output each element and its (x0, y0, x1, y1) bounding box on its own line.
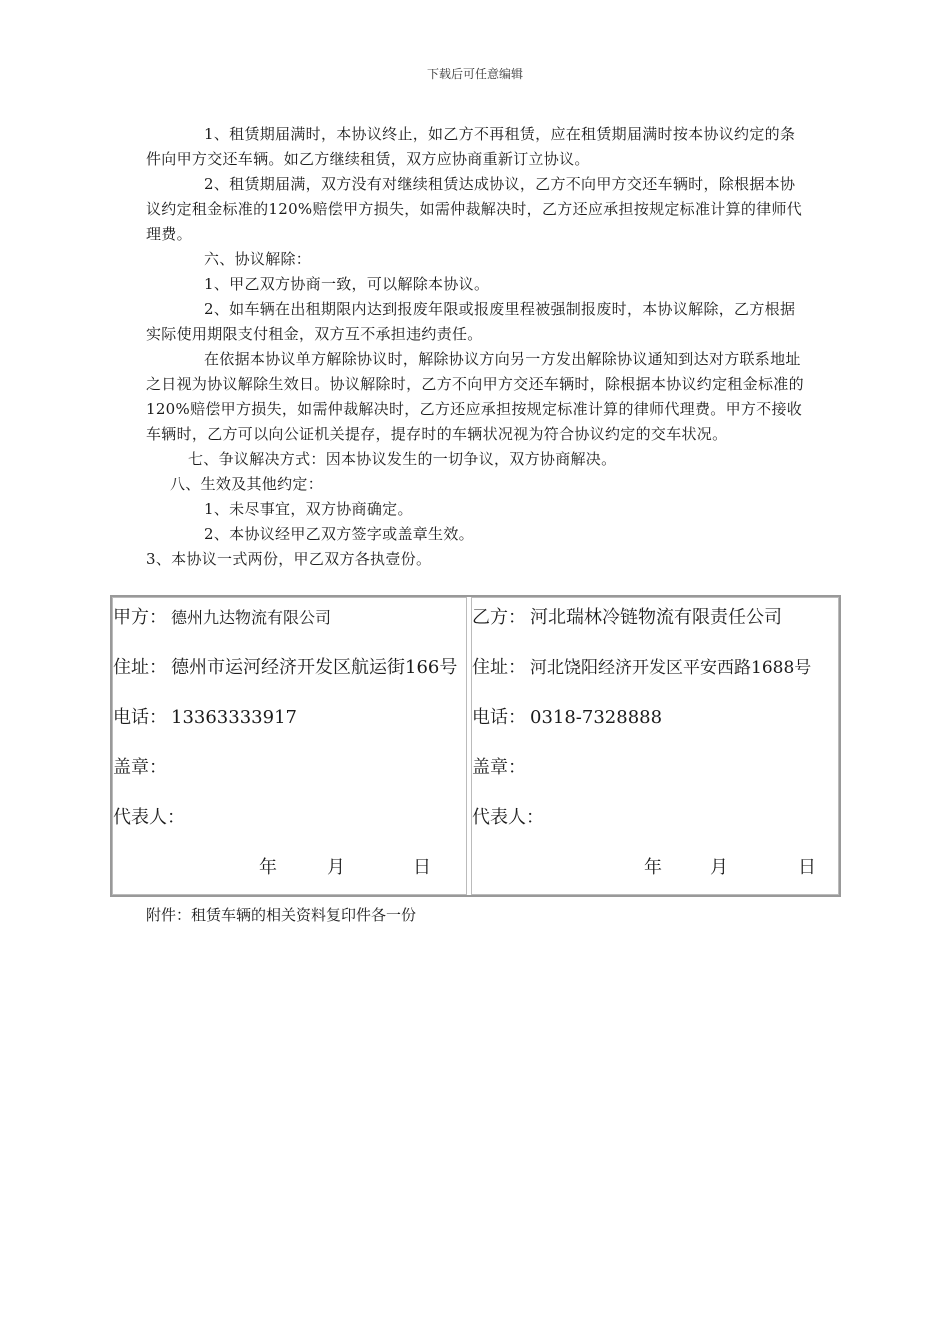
section-7: 七、争议解决方式：因本协议发生的一切争议，双方协商解决。 (188, 450, 617, 468)
party-a-year: 年 (259, 857, 277, 878)
party-b-seal-label: 盖章： (472, 757, 526, 778)
party-a-name: 德州九达物流有限公司 (171, 608, 332, 627)
clause-5-1: 1、租赁期届满时，本协议终止，如乙方不再租赁，应在租赁期届满时按本协议约定的条件向甲方交还车辆。如乙方继续租赁，双方应协商重新订立协议。 (146, 125, 796, 168)
clause-5-2: 2、租赁期届满，双方没有对继续租赁达成协议，乙方不向甲方交还车辆时，除根据本协议约定租金标准的120%赔偿甲方损失，如需仲裁解决时，乙方还应承担按规定标准计算的律师代理费。 (146, 175, 803, 243)
party-a-rep-label: 代表人： (113, 807, 185, 828)
section-8-heading: 八、生效及其他约定： (170, 475, 324, 493)
party-b-name: 河北瑞林冷链物流有限责任公司 (530, 607, 782, 628)
party-a-phone-label: 电话： (113, 707, 167, 728)
clause-6-2: 2、如车辆在出租期限内达到报废年限或报废里程被强制报废时，本协议解除，乙方根据实际使用期限支付租金，双方互不承担违约责任。 (146, 300, 796, 343)
signature-table (110, 595, 841, 897)
party-b-year: 年 (644, 857, 662, 878)
party-a-day: 日 (413, 857, 431, 878)
clause-8-3: 3、本协议一式两份，甲乙双方各执壹份。 (146, 550, 432, 568)
party-b-rep-label: 代表人： (472, 807, 544, 828)
party-b-day: 日 (798, 857, 816, 878)
party-b-phone-label: 电话： (472, 707, 526, 728)
party-b-cell (471, 597, 839, 895)
clause-8-1: 1、未尽事宜，双方协商确定。 (204, 500, 413, 518)
clause-8-2: 2、本协议经甲乙双方签字或盖章生效。 (204, 525, 474, 543)
header-note: 下载后可任意编辑 (426, 67, 523, 81)
party-b-month: 月 (710, 857, 728, 878)
contract-body (146, 122, 806, 572)
party-a-address-label: 住址： (113, 657, 167, 678)
party-b-label: 乙方： (472, 607, 526, 628)
party-b-address: 河北饶阳经济开发区平安西路1688号 (530, 658, 812, 678)
party-a-cell (112, 597, 467, 895)
party-a-address: 德州市运河经济开发区航运街166号 (171, 657, 458, 678)
party-a-label: 甲方： (113, 607, 167, 628)
section-6-heading: 六、协议解除： (204, 250, 312, 268)
clause-6-1: 1、甲乙双方协商一致，可以解除本协议。 (204, 275, 490, 293)
party-a-phone: 13363333917 (171, 707, 297, 728)
party-a-month: 月 (327, 857, 345, 878)
party-b-phone: 0318-7328888 (530, 707, 663, 728)
attachment-note: 附件：租赁车辆的相关资料复印件各一份 (146, 906, 417, 924)
party-b-address-label: 住址： (472, 657, 526, 678)
clause-6-3: 在依据本协议单方解除协议时，解除协议方向另一方发出解除协议通知到达对方联系地址之日视为协议解除生效日。协议解除时，乙方不向甲方交还车辆时，除根据本协议约定租金标准的120%赔偿甲方损失，如需仲裁解决时，乙方还应承担按规定标准计算的律师代理费。甲方不接收车辆时，乙方可以向公证机关提存，提存时的车辆状况视为符合协议约定的交车状况。 (146, 350, 804, 443)
party-a-seal-label: 盖章： (113, 757, 167, 778)
